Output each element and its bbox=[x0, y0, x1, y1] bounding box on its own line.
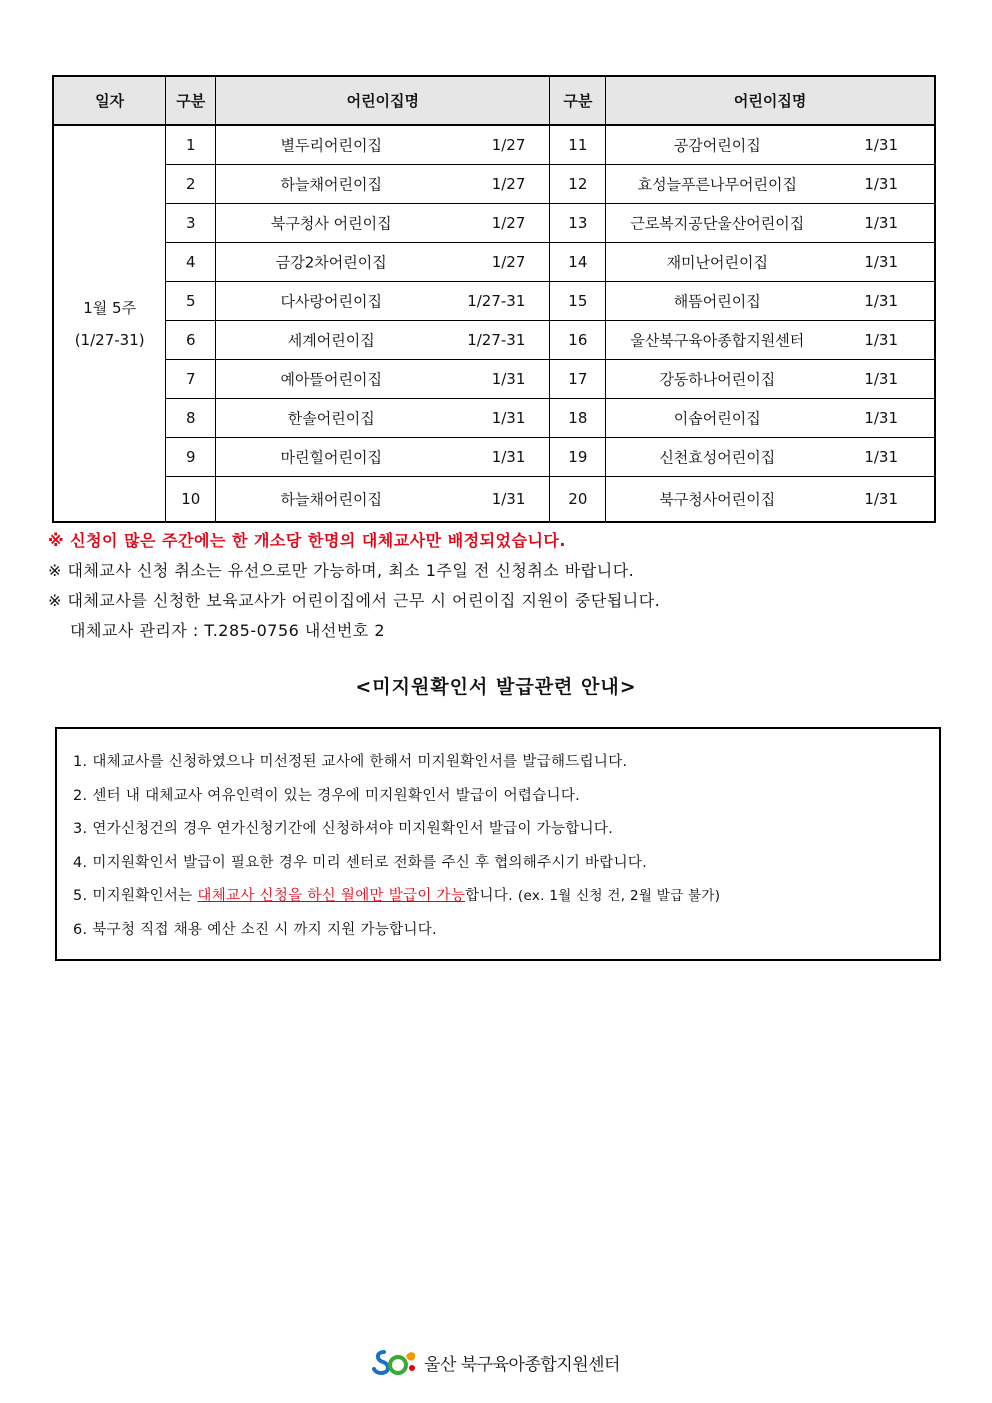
info-box bbox=[55, 727, 941, 961]
header-name-right: 어린이집명 bbox=[606, 76, 935, 125]
daycare-name: 북구청사 어린이집 bbox=[270, 214, 392, 233]
daycare-name: 금강2차어린이집 bbox=[275, 253, 387, 272]
daycare-date: 1/31 bbox=[864, 409, 898, 427]
daycare-date: 1/27 bbox=[491, 136, 526, 154]
daycare-cell-right bbox=[606, 243, 935, 282]
daycare-cell-right bbox=[606, 321, 935, 360]
table-row bbox=[53, 204, 935, 243]
daycare-name: 다사랑어린이집 bbox=[280, 292, 382, 311]
header-number-left: 구분 bbox=[166, 76, 216, 125]
date-cell bbox=[53, 125, 166, 522]
table-row bbox=[53, 165, 935, 204]
note-cancel-policy: ※ 대체교사 신청 취소는 유선으로만 가능하며, 최소 1주일 전 신청취소 바랍니다. bbox=[48, 561, 635, 580]
row-number-right: 20 bbox=[550, 477, 606, 523]
table-row bbox=[53, 321, 935, 360]
daycare-name: 이솝어린이집 bbox=[673, 409, 761, 428]
row-number-right: 14 bbox=[550, 243, 606, 282]
info-item bbox=[73, 883, 939, 917]
daycare-cell-left bbox=[216, 243, 550, 282]
row-number-left: 5 bbox=[166, 282, 216, 321]
header-number-right: 구분 bbox=[550, 76, 606, 125]
daycare-name: 마린힐어린이집 bbox=[280, 448, 382, 467]
table-row bbox=[53, 282, 935, 321]
footer bbox=[0, 1346, 992, 1378]
table-row bbox=[53, 399, 935, 438]
org-name: 울산 북구육아종합지원센터 bbox=[424, 1354, 620, 1375]
row-number-right: 13 bbox=[550, 204, 606, 243]
daycare-cell-right bbox=[606, 165, 935, 204]
info-item-5-highlight: 대체교사 신청을 하신 월에만 발급이 가능 bbox=[197, 888, 466, 904]
row-number-right: 11 bbox=[550, 125, 606, 165]
daycare-name: 공감어린이집 bbox=[673, 136, 761, 155]
daycare-name: 한솔어린이집 bbox=[287, 409, 375, 428]
daycare-date: 1/31 bbox=[864, 175, 898, 193]
table-row bbox=[53, 360, 935, 399]
daycare-name: 하늘채어린이집 bbox=[280, 490, 382, 509]
daycare-name: 효성늘푸른나무어린이집 bbox=[637, 175, 797, 194]
daycare-cell-right bbox=[606, 204, 935, 243]
date-range: (1/27-31) bbox=[74, 330, 145, 349]
daycare-cell-left bbox=[216, 477, 550, 523]
daycare-cell-right bbox=[606, 438, 935, 477]
table-row bbox=[53, 438, 935, 477]
daycare-date: 1/31 bbox=[864, 490, 898, 508]
daycare-name: 별두리어린이집 bbox=[280, 136, 382, 155]
daycare-name: 근로복지공단울산어린이집 bbox=[630, 214, 805, 233]
daycare-date: 1/31 bbox=[491, 448, 526, 466]
schedule-table bbox=[52, 75, 936, 523]
daycare-cell-left bbox=[216, 165, 550, 204]
daycare-date: 1/31 bbox=[864, 136, 898, 154]
row-number-left: 8 bbox=[166, 399, 216, 438]
daycare-date: 1/31 bbox=[864, 214, 898, 232]
daycare-date: 1/27-31 bbox=[467, 331, 526, 349]
daycare-cell-left bbox=[216, 438, 550, 477]
daycare-date: 1/31 bbox=[864, 448, 898, 466]
daycare-cell-right bbox=[606, 360, 935, 399]
row-number-left: 4 bbox=[166, 243, 216, 282]
note-contact: 대체교사 관리자 : T.285-0756 내선번호 2 bbox=[70, 621, 386, 640]
daycare-date: 1/31 bbox=[491, 490, 526, 508]
info-item: 2. 센터 내 대체교사 여유인력이 있는 경우에 미지원확인서 발급이 어렵습니다. bbox=[73, 787, 581, 804]
info-item-5-prefix: 5. 미지원확인서는 bbox=[73, 888, 198, 904]
header-name-left: 어린이집명 bbox=[216, 76, 550, 125]
daycare-date: 1/31 bbox=[864, 253, 898, 271]
row-number-right: 15 bbox=[550, 282, 606, 321]
daycare-name: 해뜸어린이집 bbox=[673, 292, 761, 311]
daycare-name: 하늘채어린이집 bbox=[280, 175, 382, 194]
daycare-name: 예아뜰어린이집 bbox=[280, 370, 382, 389]
daycare-date: 1/31 bbox=[864, 331, 898, 349]
daycare-cell-left bbox=[216, 125, 550, 165]
daycare-date: 1/31 bbox=[491, 409, 526, 427]
info-item: 6. 북구청 직접 채용 예산 소진 시 까지 지원 가능합니다. bbox=[73, 921, 437, 938]
row-number-left: 9 bbox=[166, 438, 216, 477]
row-number-right: 18 bbox=[550, 399, 606, 438]
row-number-right: 19 bbox=[550, 438, 606, 477]
note-support-suspension: ※ 대체교사를 신청한 보육교사가 어린이집에서 근무 시 어린이집 지원이 중단됩니다. bbox=[48, 591, 661, 610]
org-logo-icon bbox=[372, 1346, 418, 1378]
daycare-name: 울산북구육아종합지원센터 bbox=[630, 331, 805, 350]
daycare-cell-right bbox=[606, 477, 935, 523]
header-date: 일자 bbox=[53, 76, 166, 125]
info-item: 3. 연가신청건의 경우 연가신청기간에 신청하셔야 미지원확인서 발급이 가능합니다. bbox=[73, 821, 614, 837]
table-row bbox=[53, 243, 935, 282]
daycare-cell-left bbox=[216, 360, 550, 399]
daycare-date: 1/27 bbox=[491, 214, 526, 232]
daycare-name: 신천효성어린이집 bbox=[659, 448, 776, 467]
info-item-5-example: (ex. 1월 신청 건, 2월 발급 불가) bbox=[517, 888, 721, 904]
daycare-name: 북구청사어린이집 bbox=[659, 490, 776, 509]
date-week: 1월 5주 bbox=[83, 298, 137, 317]
daycare-date: 1/27 bbox=[491, 253, 526, 271]
daycare-cell-right bbox=[606, 125, 935, 165]
row-number-left: 2 bbox=[166, 165, 216, 204]
row-number-left: 7 bbox=[166, 360, 216, 399]
notes-block bbox=[48, 528, 660, 648]
row-number-right: 12 bbox=[550, 165, 606, 204]
daycare-date: 1/31 bbox=[864, 292, 898, 310]
table-row bbox=[53, 477, 935, 523]
daycare-cell-left bbox=[216, 282, 550, 321]
daycare-cell-right bbox=[606, 282, 935, 321]
row-number-left: 10 bbox=[166, 477, 216, 523]
info-item: 1. 대체교사를 신청하였으나 미선정된 교사에 한해서 미지원확인서를 발급해드립니다. bbox=[73, 754, 628, 770]
daycare-name: 세계어린이집 bbox=[287, 331, 375, 350]
section-title: <미지원확인서 발급관련 안내> bbox=[355, 676, 637, 698]
daycare-date: 1/27 bbox=[491, 175, 526, 193]
row-number-right: 16 bbox=[550, 321, 606, 360]
daycare-cell-left bbox=[216, 321, 550, 360]
daycare-name: 강동하나어린이집 bbox=[659, 370, 776, 389]
daycare-date: 1/31 bbox=[864, 370, 898, 388]
daycare-cell-left bbox=[216, 204, 550, 243]
row-number-left: 6 bbox=[166, 321, 216, 360]
daycare-name: 재미난어린이집 bbox=[666, 253, 768, 272]
row-number-left: 1 bbox=[166, 125, 216, 165]
daycare-date: 1/31 bbox=[491, 370, 526, 388]
daycare-cell-left bbox=[216, 399, 550, 438]
row-number-right: 17 bbox=[550, 360, 606, 399]
row-number-left: 3 bbox=[166, 204, 216, 243]
info-item: 4. 미지원확인서 발급이 필요한 경우 미리 센터로 전화를 주신 후 협의해주시기 바랍니다. bbox=[73, 854, 648, 871]
info-list bbox=[57, 729, 939, 950]
table-header-row bbox=[53, 76, 935, 125]
daycare-date: 1/27-31 bbox=[467, 292, 526, 310]
info-item-5-suffix: 합니다. bbox=[465, 888, 518, 904]
table-row bbox=[53, 125, 935, 165]
note-assignment-limit: ※ 신청이 많은 주간에는 한 개소당 한명의 대체교사만 배정되었습니다. bbox=[48, 531, 566, 550]
daycare-cell-right bbox=[606, 399, 935, 438]
